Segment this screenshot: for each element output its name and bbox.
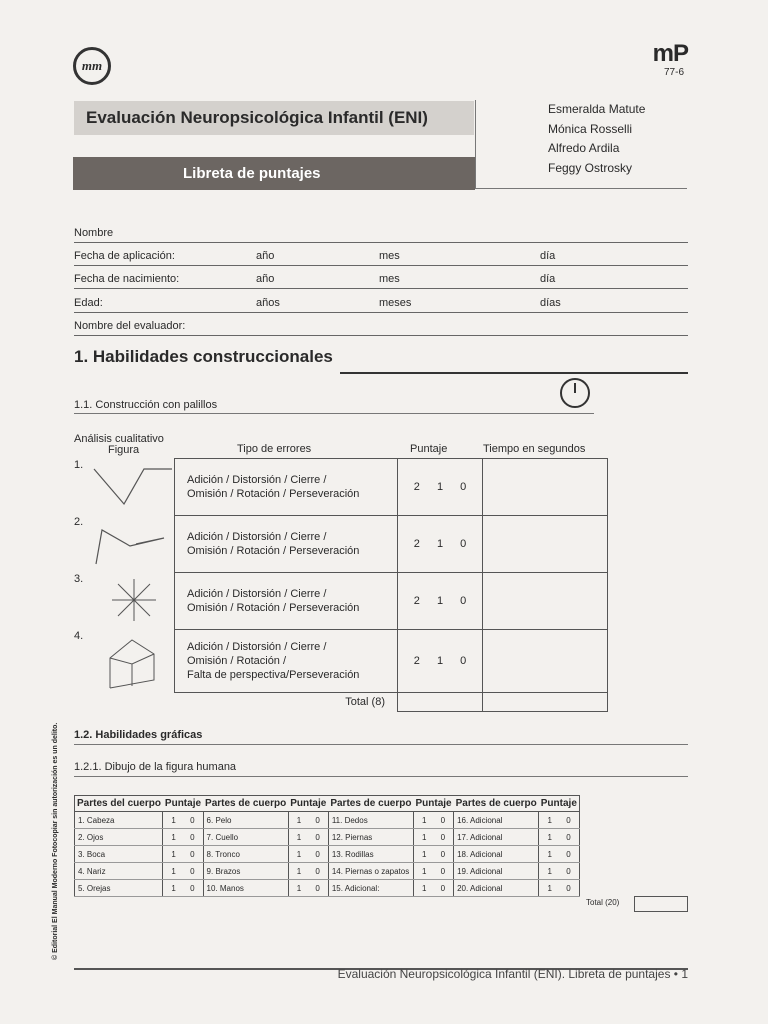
score-cell[interactable]: 1 0 (539, 812, 580, 829)
body-part: 2. Ojos (75, 829, 163, 846)
birth-date-row[interactable] (74, 267, 688, 289)
error-text: Omisión / Rotación / (187, 655, 287, 667)
section-title: 1. Habilidades construccionales (74, 347, 333, 366)
total-score-cell[interactable] (398, 693, 483, 712)
score-cell[interactable]: 1 0 (413, 829, 453, 846)
application-date-row[interactable] (74, 244, 688, 266)
body-parts-table (74, 795, 580, 897)
score-cell[interactable]: 1 0 (163, 812, 203, 829)
body-part: 20. Adicional (454, 880, 539, 897)
body-part: 7. Cuello (203, 829, 288, 846)
clock-icon (560, 378, 590, 408)
errors-cell (175, 630, 398, 693)
document-title: Evaluación Neuropsicológica Infantil (ENI) (74, 101, 474, 135)
score-cell[interactable]: 1 0 (413, 863, 453, 880)
subsection-title: 1.2.1. Dibujo de la figura humana (74, 761, 237, 773)
table-row (75, 812, 580, 829)
body-part: 13. Rodillas (328, 846, 413, 863)
figure-house-icon (74, 630, 174, 690)
total-box[interactable] (634, 896, 688, 912)
figure-number: 4. (74, 629, 84, 642)
figure-number: 1. (74, 458, 84, 471)
page-footer: Evaluación Neuropsicológica Infantil (ENI). Libreta de puntajes • 1 (337, 967, 688, 981)
table-row (75, 863, 580, 880)
body-part: 3. Boca (75, 846, 163, 863)
time-header: Tiempo en segundos (483, 443, 586, 455)
body-part: 11. Dedos (328, 812, 413, 829)
body-part: 12. Piernas (328, 829, 413, 846)
document-code: 77-6 (663, 67, 684, 78)
name-label: Nombre (74, 227, 114, 239)
table-row (74, 516, 608, 573)
table-row (74, 630, 608, 693)
score-cell[interactable]: 1 0 (163, 863, 203, 880)
score-cell[interactable]: 2 1 0 (398, 459, 483, 516)
error-text: Adición / Distorsión / Cierre / (187, 588, 327, 600)
author: Feggy Ostrosky (548, 160, 633, 175)
figure-header: Figura (108, 444, 140, 456)
time-cell[interactable] (483, 516, 608, 573)
table-row (74, 459, 608, 516)
score-cell[interactable]: 1 0 (539, 829, 580, 846)
copyright-notice: © Editorial El Manual Moderno Fotocopiar sin autorización es un delito. (52, 722, 59, 960)
score-cell[interactable]: 1 0 (163, 846, 203, 863)
figure-star-icon (74, 573, 174, 627)
score-cell[interactable]: 2 1 0 (398, 573, 483, 630)
score-cell[interactable]: 1 0 (163, 829, 203, 846)
table-row (75, 829, 580, 846)
column-header: Puntaje (539, 796, 580, 812)
years-label: años (256, 297, 280, 309)
score-cell[interactable]: 1 0 (288, 846, 328, 863)
author: Mónica Rosselli (548, 121, 633, 136)
evaluator-row[interactable] (74, 314, 688, 336)
score-cell[interactable]: 1 0 (413, 880, 453, 897)
total-label: Total (20) (586, 898, 620, 907)
score-cell[interactable]: 1 0 (288, 880, 328, 897)
column-header: Puntaje (288, 796, 328, 812)
body-part: 8. Tronco (203, 846, 288, 863)
table-row (74, 573, 608, 630)
time-cell[interactable] (483, 459, 608, 516)
body-part: 16. Adicional (454, 812, 539, 829)
errors-cell (175, 459, 398, 516)
birth-date-label: Fecha de nacimiento: (74, 273, 180, 285)
error-text: Omisión / Rotación / Perseveración (187, 602, 360, 614)
document-subtitle: Libreta de puntajes (73, 157, 475, 190)
error-text: Falta de perspectiva/Perseveración (187, 669, 360, 681)
score-cell[interactable]: 1 0 (413, 846, 453, 863)
age-row[interactable] (74, 291, 688, 313)
body-part: 10. Manos (203, 880, 288, 897)
errors-header: Tipo de errores (237, 443, 312, 455)
column-header: Puntaje (163, 796, 203, 812)
month-label: mes (379, 250, 400, 262)
subsection-title: 1.2. Habilidades gráficas (74, 729, 203, 741)
figure-number: 3. (74, 572, 84, 585)
evaluator-label: Nombre del evaluador: (74, 320, 186, 332)
figure-cell (74, 459, 175, 516)
subsection-rule (74, 744, 688, 745)
error-text: Omisión / Rotación / Perseveración (187, 488, 360, 500)
error-text: Omisión / Rotación / Perseveración (187, 545, 360, 557)
score-cell[interactable]: 2 1 0 (398, 516, 483, 573)
subsection-title: 1.1. Construcción con palillos (74, 399, 218, 411)
publisher-mark: mP (652, 40, 688, 67)
figure-zigzag-icon (74, 516, 174, 570)
body-part: 4. Nariz (75, 863, 163, 880)
time-cell[interactable] (483, 573, 608, 630)
figure-v-icon (74, 459, 174, 513)
section-rule (340, 372, 688, 374)
errors-cell (175, 573, 398, 630)
score-cell[interactable]: 1 0 (288, 829, 328, 846)
time-cell[interactable] (483, 630, 608, 693)
column-header: Partes del cuerpo (75, 796, 163, 812)
year-label: año (256, 250, 275, 262)
publisher-logo: mm (73, 47, 111, 85)
body-part: 5. Orejas (75, 880, 163, 897)
error-text: Adición / Distorsión / Cierre / (187, 641, 327, 653)
age-label: Edad: (74, 297, 103, 309)
total-time-cell[interactable] (483, 693, 608, 712)
score-cell[interactable]: 1 0 (288, 812, 328, 829)
subsection-rule (74, 776, 688, 777)
error-text: Adición / Distorsión / Cierre / (187, 474, 327, 486)
year-label: año (256, 273, 275, 285)
table-row (75, 846, 580, 863)
body-part: 9. Brazos (203, 863, 288, 880)
score-cell[interactable]: 1 0 (163, 880, 203, 897)
figure-cell (74, 630, 175, 693)
author: Alfredo Ardila (548, 141, 620, 155)
body-part: 6. Pelo (203, 812, 288, 829)
score-cell[interactable]: 1 0 (539, 863, 580, 880)
score-cell[interactable]: 1 0 (288, 863, 328, 880)
error-text: Adición / Distorsión / Cierre / (187, 531, 327, 543)
body-part: 18. Adicional (454, 846, 539, 863)
day-label: día (540, 250, 556, 262)
total-label: Total (8) (175, 693, 398, 712)
total-row (74, 693, 608, 712)
score-header: Puntaje (410, 443, 448, 455)
days-label: días (540, 297, 561, 309)
score-cell[interactable]: 1 0 (539, 880, 580, 897)
subsection-rule (74, 413, 594, 414)
day-label: día (540, 273, 556, 285)
errors-cell (175, 516, 398, 573)
figure-cell (74, 516, 175, 573)
column-header: Partes de cuerpo (328, 796, 413, 812)
score-cell[interactable]: 1 0 (413, 812, 453, 829)
header-divider (475, 100, 476, 188)
months-label: meses (379, 297, 412, 309)
body-part: 19. Adicional (454, 863, 539, 880)
column-header: Partes de cuerpo (203, 796, 288, 812)
body-part: 15. Adicional: (328, 880, 413, 897)
figure-number: 2. (74, 515, 84, 528)
column-header: Partes de cuerpo (454, 796, 539, 812)
body-part: 17. Adicional (454, 829, 539, 846)
body-part: 14. Piernas o zapatos (328, 863, 413, 880)
authors-list (548, 100, 645, 178)
header-rule (475, 188, 687, 189)
body-part: 1. Cabeza (75, 812, 163, 829)
application-date-label: Fecha de aplicación: (74, 250, 175, 262)
name-row[interactable] (74, 221, 688, 243)
month-label: mes (379, 273, 400, 285)
table-row (75, 880, 580, 897)
author: Esmeralda Matute (548, 102, 646, 116)
qualitative-analysis-label: Análisis cualitativo (74, 433, 164, 445)
column-header: Puntaje (413, 796, 453, 812)
table-header-row (75, 796, 580, 812)
score-cell[interactable]: 1 0 (539, 846, 580, 863)
score-cell[interactable]: 2 1 0 (398, 630, 483, 693)
sticks-table (74, 458, 608, 712)
figure-cell (74, 573, 175, 630)
